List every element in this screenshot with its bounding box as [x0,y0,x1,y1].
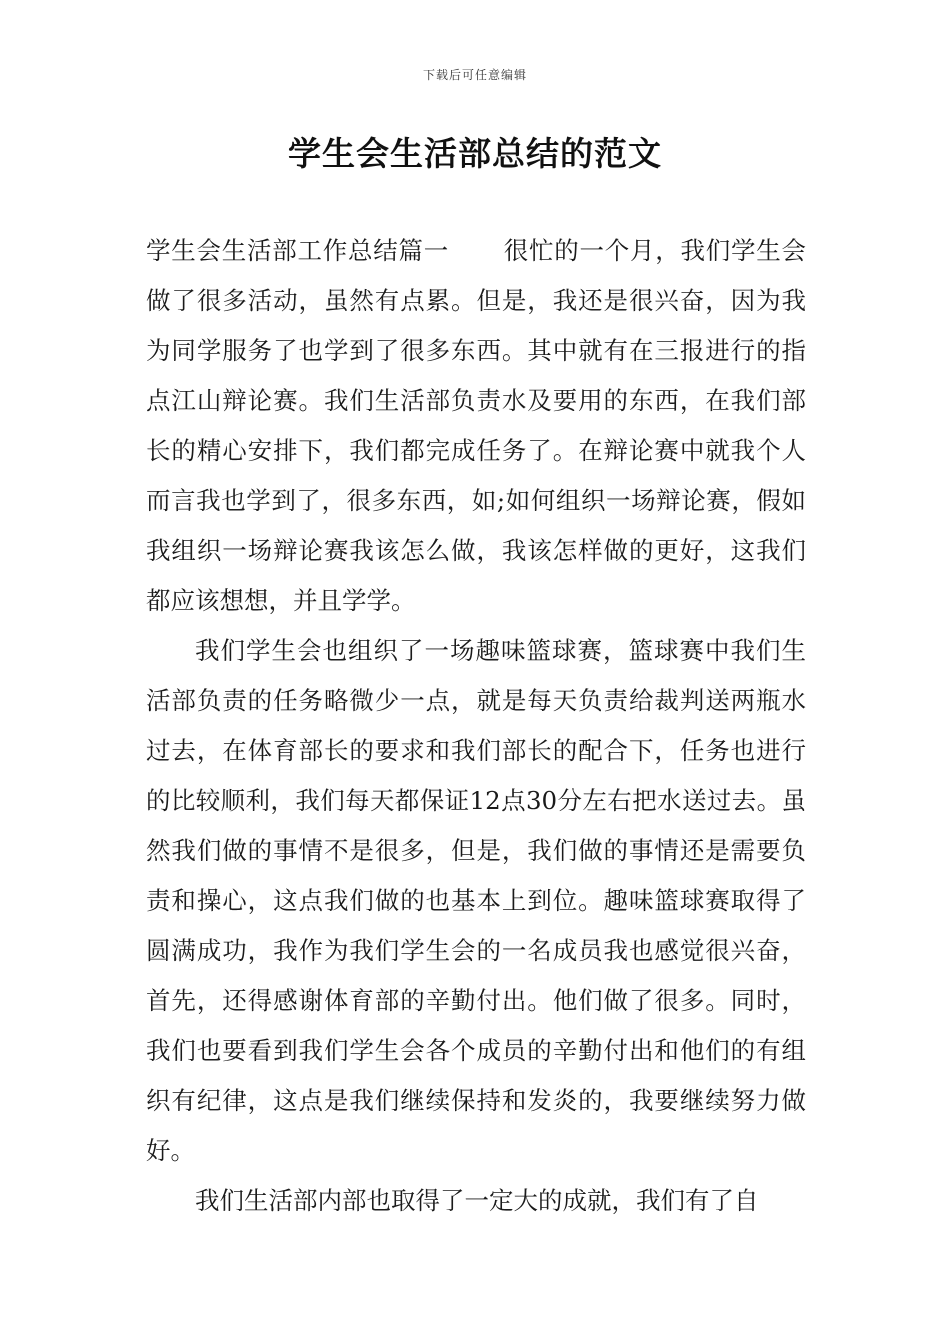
paragraph-1 [146,226,806,626]
paragraph-1-text: 很忙的一个月，我们学生会做了很多活动，虽然有点累。但是，我还是很兴奋，因为我为同学服务了也学到了很多东西。其中就有在三报进行的指点江山辩论赛。我们生活部负责水及要用的东西，在我们部长的精心安排下，我们都完成任务了。在辩论赛中就我个人而言我也学到了，很多东西，如;如何组织一场辩论赛，假如我组织一场辩论赛我该怎么做，我该怎样做的更好，这我们都应该想想，并且学学。 [146,236,806,615]
header-note: 下载后可任意编辑 [422,68,527,82]
document-title: 学生会生活部总结的范文 [288,134,662,173]
document-body [146,226,806,1226]
paragraph-3: 我们生活部内部也取得了一定大的成就，我们有了自 [195,1186,759,1215]
paragraph-2: 我们学生会也组织了一场趣味篮球赛，篮球赛中我们生活部负责的任务略微少一点，就是每天负责给裁判送两瓶水过去，在体育部长的要求和我们部长的配合下，任务也进行的比较顺利，我们每天都保证12点30分左右把水送过去。虽然我们做的事情不是很多，但是，我们做的事情还是需要负责和操心，这点我们做的也基本上到位。趣味篮球赛取得了圆满成功，我作为我们学生会的一名成员我也感觉很兴奋，首先，还得感谢体育部的辛勤付出。他们做了很多。同时，我们也要看到我们学生会各个成员的辛勤付出和他们的有组织有纪律，这点是我们继续保持和发炎的，我要继续努力做好。 [146,636,806,1165]
section-heading: 学生会生活部工作总结篇一 [146,236,449,265]
